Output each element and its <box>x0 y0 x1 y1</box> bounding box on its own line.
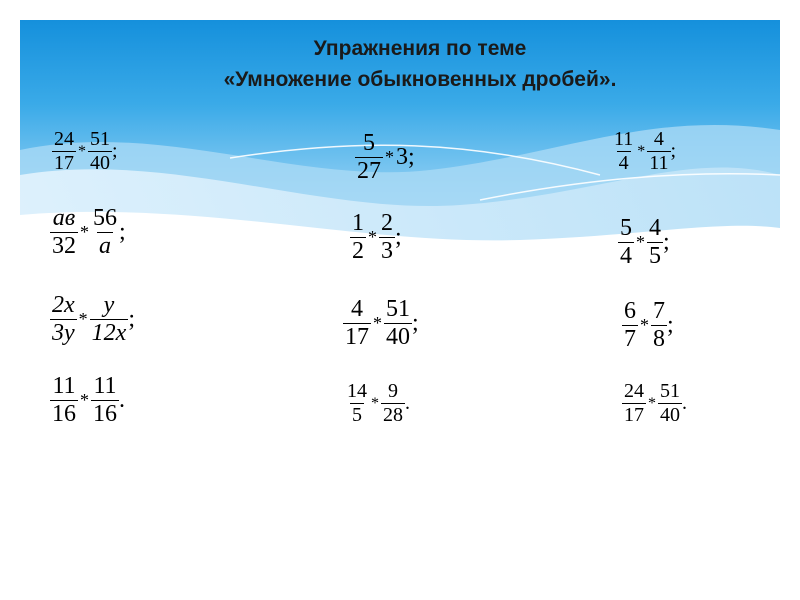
slide-title-line1: Упражнения по теме <box>313 37 527 60</box>
slide-title-line2: «Умножение обыкновенных дробей». <box>223 68 617 91</box>
exercise-r1c3: $\frac{11}{4}$ * $\frac{4}{11}$ ; <box>614 128 677 174</box>
exercise-r3c2: $\frac{4}{17}$ * $\frac{51}{40}$ ; <box>345 296 419 350</box>
exercise-r1c2: $\frac{5}{27}$ * 3; <box>357 130 415 184</box>
exercise-r4c1: $\frac{11}{16}$ * $\frac{11}{16}$ . <box>52 373 125 427</box>
exercise-r2c2: $\frac{1}{2}$ * $\frac{2}{3}$ ; <box>352 210 402 264</box>
exercise-r3c3: $\frac{6}{7}$ * $\frac{7}{8}$ ; <box>624 298 674 352</box>
exercise-r1c1: $\frac{24}{17}$ * $\frac{51}{40}$ ; <box>54 128 118 174</box>
exercise-r2c1: $\frac{ав}{32}$ * $\frac{56}{а}$ ; <box>52 205 126 259</box>
exercise-r4c3: $\frac{24}{17}$ * $\frac{51}{40}$ . <box>624 380 687 426</box>
exercise-r4c2: $\frac{14}{5}$ * $\frac{9}{28}$ . <box>347 380 410 426</box>
exercise-r2c3: $\frac{5}{4}$ * $\frac{4}{5}$ ; <box>620 215 670 269</box>
exercise-r3c1: $\frac{2x}{3y}$ * $\frac{y}{12x}$ ; <box>52 292 135 346</box>
